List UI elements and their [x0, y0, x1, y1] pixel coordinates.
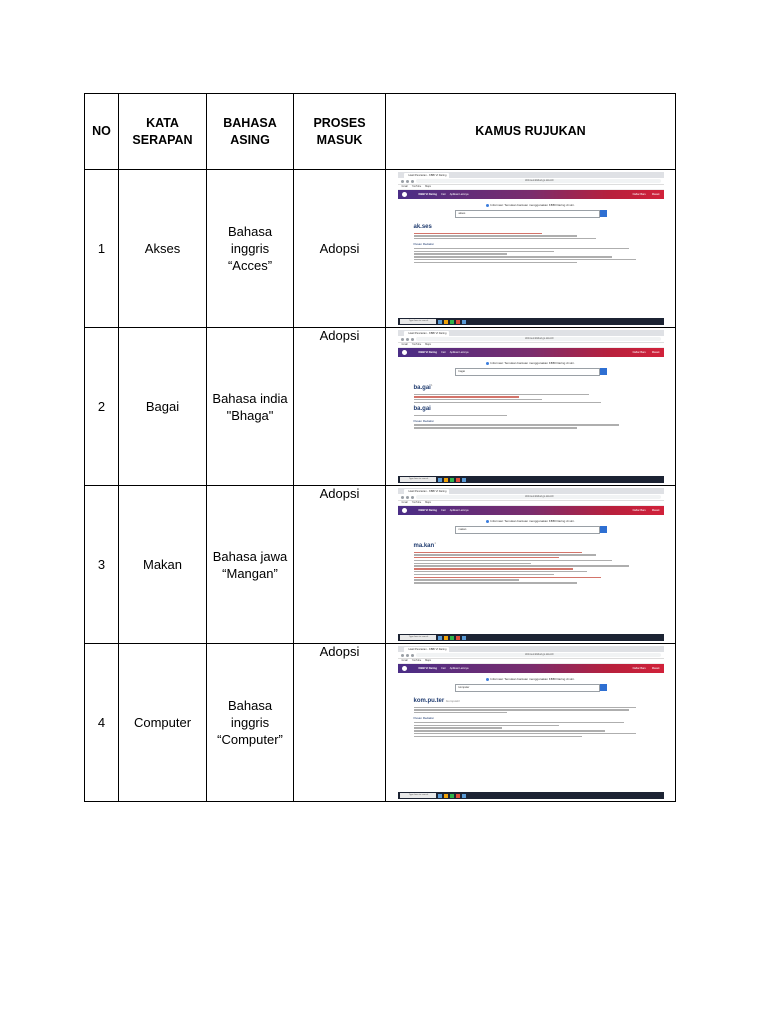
info-icon — [486, 362, 489, 365]
reload-icon — [411, 496, 414, 499]
entry-headword: ak.ses — [413, 224, 432, 230]
cell-bahasa-asing: Bahasa india "Bhaga" — [207, 328, 294, 486]
address-bar: kbbi.kemdikbud.go.id/entri/ — [416, 179, 661, 183]
header-no: NO — [85, 94, 119, 170]
back-icon — [401, 180, 404, 183]
cell-no: 1 — [85, 170, 119, 328]
info-text: Informasi: Temukan bantuan menggunakan KBBI Daring di sini. — [414, 203, 648, 207]
header-row — [85, 94, 676, 170]
browser-tab: Hasil Pencarian - KBBI VI Daring — [404, 331, 449, 336]
table-row — [85, 486, 676, 644]
search-button — [600, 526, 607, 533]
cell-no: 4 — [85, 644, 119, 802]
kbbi-header: KBBI VI Daring Cari Aplikasi Lainnya Daftar Baru Masuk — [398, 664, 664, 673]
cell-proses-masuk: Adopsi — [294, 644, 386, 802]
table-row — [85, 644, 676, 802]
forward-icon — [406, 338, 409, 341]
kbbi-screenshot: Hasil Pencarian - KBBI VI Daring kbbi.kemdikbud.go.id/entri/ Gmail YouTube Maps KBBI VI Daring Cari Aplikasi Lainnya Daftar Baru Masuk Informasi: Temukan bantuan menggunakan KBBI Daring di sini. makan ma.kan$^1$ Type here to search — [398, 488, 664, 641]
address-bar: kbbi.kemdikbud.go.id/entri/ — [416, 653, 661, 657]
info-icon — [486, 520, 489, 523]
search-input: komputer — [455, 684, 600, 692]
kbbi-header: KBBI VI Daring Cari Aplikasi Lainnya Daftar Baru Masuk — [398, 348, 664, 357]
browser-tab: Hasil Pencarian - KBBI VI Daring — [404, 489, 449, 494]
cell-no: 2 — [85, 328, 119, 486]
reload-icon — [411, 654, 414, 657]
cell-kamus-screenshot — [386, 486, 676, 644]
kbbi-screenshot: Hasil Pencarian - KBBI VI Daring kbbi.kemdikbud.go.id/entri/ Gmail YouTube Maps KBBI VI Daring Cari Aplikasi Lainnya Daftar Baru Masuk Informasi: Temukan bantuan menggunakan KBBI Daring di sini. akses ak.ses Pesan Redaksi Type here to search — [398, 172, 664, 325]
cell-kata-serapan: Akses — [119, 170, 207, 328]
cell-kamus-screenshot — [386, 170, 676, 328]
forward-icon — [406, 180, 409, 183]
info-icon — [486, 204, 489, 207]
logo-icon — [402, 508, 407, 513]
info-text: Informasi: Temukan bantuan menggunakan KBBI Daring di sini. — [414, 361, 648, 365]
info-icon — [486, 678, 489, 681]
entry-headword: ba.gai$^1$ — [413, 383, 433, 391]
kbbi-header: KBBI VI Daring Cari Aplikasi Lainnya Daftar Baru Masuk — [398, 506, 664, 515]
header-proses-masuk: PROSES MASUK — [294, 94, 386, 170]
entry-headword: kom.pu.ter /komputêr/ — [413, 698, 461, 704]
info-text: Informasi: Temukan bantuan menggunakan KBBI Daring di sini. — [414, 677, 648, 681]
cell-kamus-screenshot — [386, 644, 676, 802]
kbbi-screenshot: Hasil Pencarian - KBBI VI Daring kbbi.kemdikbud.go.id/entri/ Gmail YouTube Maps KBBI VI Daring Cari Aplikasi Lainnya Daftar Baru Masuk Informasi: Temukan bantuan menggunakan KBBI Daring di sini. komputer kom.pu.ter /komputêr/ Pesan Redaksi Type here to search — [398, 646, 664, 799]
search-button — [600, 210, 607, 217]
cell-kamus-screenshot — [386, 328, 676, 486]
cell-kata-serapan: Bagai — [119, 328, 207, 486]
logo-icon — [402, 192, 407, 197]
cell-bahasa-asing: Bahasa inggris “Computer” — [207, 644, 294, 802]
back-icon — [401, 338, 404, 341]
browser-tab: Hasil Pencarian - KBBI VI Daring — [404, 647, 449, 652]
search-button — [600, 684, 607, 691]
kbbi-screenshot: Hasil Pencarian - KBBI VI Daring kbbi.kemdikbud.go.id/entri/ Gmail YouTube Maps KBBI VI Daring Cari Aplikasi Lainnya Daftar Baru Masuk Informasi: Temukan bantuan menggunakan KBBI Daring di sini. bagai ba.gai$^1$ ba.gai Pesan Redaksi Type here to search — [398, 330, 664, 483]
search-button — [600, 368, 607, 375]
header-bahasa-asing: BAHASA ASING — [207, 94, 294, 170]
forward-icon — [406, 496, 409, 499]
logo-icon — [402, 666, 407, 671]
cell-proses-masuk: Adopsi — [294, 486, 386, 644]
header-kata-serapan: KATA SERAPAN — [119, 94, 207, 170]
section-label: Pesan Redaksi — [413, 716, 434, 721]
taskbar: Type here to search — [398, 634, 664, 641]
entry-headword-2: ba.gai — [413, 406, 431, 413]
browser-tab: Hasil Pencarian - KBBI VI Daring — [404, 173, 449, 178]
taskbar: Type here to search — [398, 792, 664, 799]
search-input: bagai — [455, 368, 600, 376]
section-label: Pesan Redaksi — [413, 418, 434, 423]
back-icon — [401, 654, 404, 657]
reload-icon — [411, 338, 414, 341]
taskbar: Type here to search — [398, 318, 664, 325]
header-kamus-rujukan: KAMUS RUJUKAN — [386, 94, 676, 170]
cell-kata-serapan: Makan — [119, 486, 207, 644]
forward-icon — [406, 654, 409, 657]
table-row — [85, 170, 676, 328]
entry-headword: ma.kan$^1$ — [413, 541, 436, 549]
back-icon — [401, 496, 404, 499]
search-input: makan — [455, 526, 600, 534]
cell-kata-serapan: Computer — [119, 644, 207, 802]
reload-icon — [411, 180, 414, 183]
taskbar: Type here to search — [398, 476, 664, 483]
address-bar: kbbi.kemdikbud.go.id/entri/ — [416, 337, 661, 341]
cell-bahasa-asing: Bahasa inggris “Acces” — [207, 170, 294, 328]
info-text: Informasi: Temukan bantuan menggunakan KBBI Daring di sini. — [414, 519, 648, 523]
cell-proses-masuk: Adopsi — [294, 170, 386, 328]
cell-proses-masuk: Adopsi — [294, 328, 386, 486]
cell-no: 3 — [85, 486, 119, 644]
search-input: akses — [455, 210, 600, 218]
section-label: Pesan Redaksi — [413, 242, 434, 247]
table-row — [85, 328, 676, 486]
kbbi-header: KBBI VI Daring Cari Aplikasi Lainnya Daftar Baru Masuk — [398, 190, 664, 199]
logo-icon — [402, 350, 407, 355]
address-bar: kbbi.kemdikbud.go.id/entri/ — [416, 495, 661, 499]
kata-serapan-table — [84, 93, 676, 802]
cell-bahasa-asing: Bahasa jawa “Mangan” — [207, 486, 294, 644]
